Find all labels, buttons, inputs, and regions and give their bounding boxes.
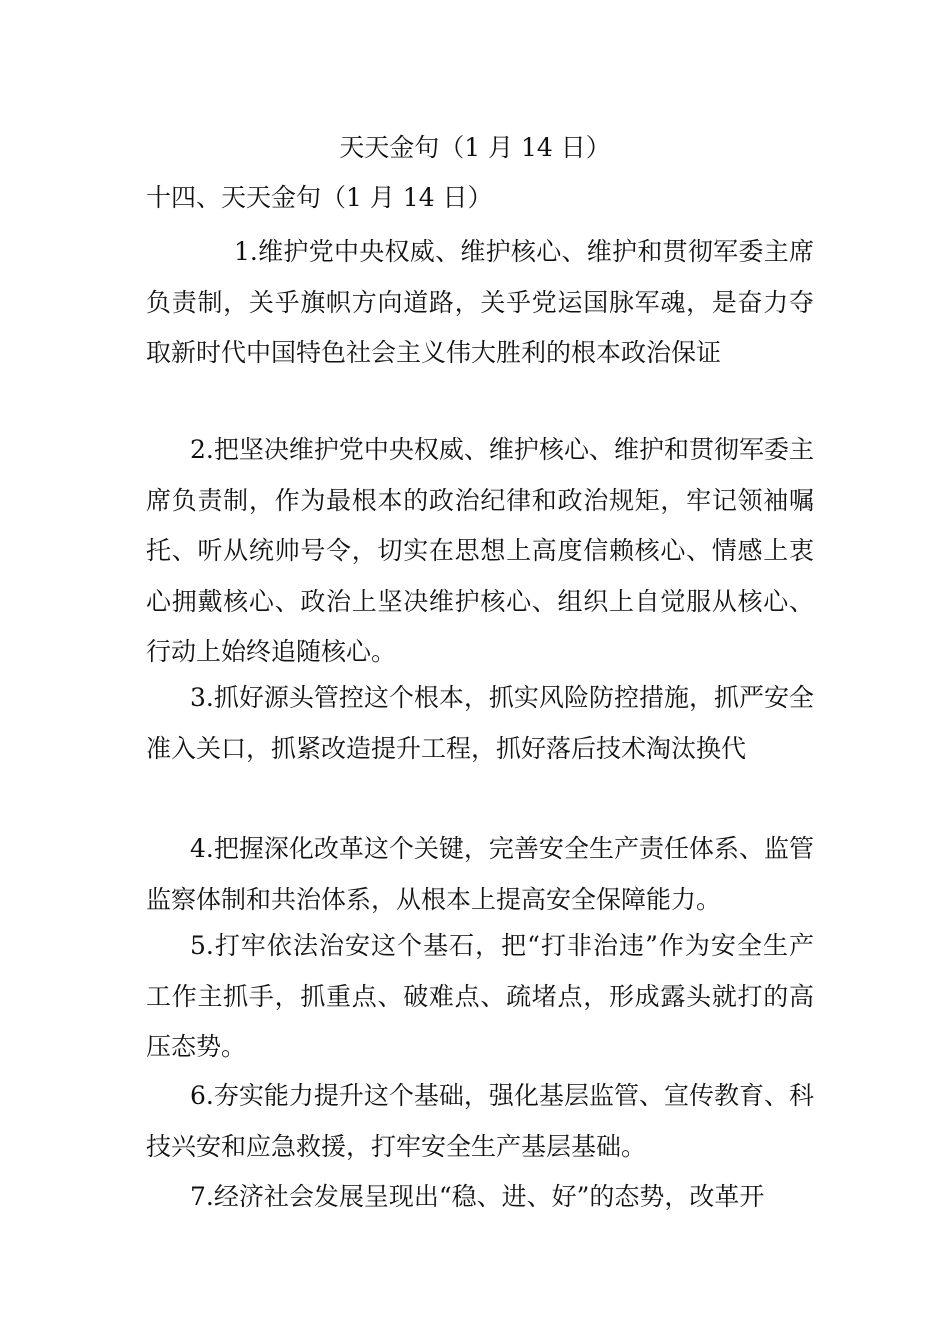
paragraph-1: 1.维护党中央权威、维护核心、维护和贯彻军委主席负责制，关乎旗帜方向道路，关乎党运国脉军魂，是奋力夺取新时代中国特色社会主义伟大胜利的根本政治保证 [146,237,814,367]
paragraph-3: 3.抓好源头管控这个根本，抓实风险防控措施，抓严安全准入关口，抓紧改造提升工程，抓好落后技术淘汰换代 [146,683,814,763]
paragraph-6: 6.夯实能力提升这个基础，强化基层监管、宣传教育、科技兴安和应急救援，打牢安全生产基层基础。 [146,1081,814,1161]
paragraph-7: 7.经济社会发展呈现出“稳、进、好”的态势，改革开 [190,1182,765,1211]
paragraph-2: 2.把坚决维护党中央权威、维护核心、维护和贯彻军委主席负责制，作为最根本的政治纪律和政治规矩，牢记领袖嘱托、听从统帅号令，切实在思想上高度信赖核心、情感上衷心拥戴核心、政治上坚决维护核心、组织上自觉服从核心、行动上始终追随核心。 [146,435,814,666]
section-heading: 十四、天天金句（1 月 14 日） [146,183,493,212]
paragraph-5: 5.打牢依法治安这个基石，把“打非治违”作为安全生产工作主抓手，抓重点、破难点、疏堵点，形成露头就打的高压态势。 [146,931,814,1061]
document-title: 天天金句（1 月 14 日） [339,133,611,162]
paragraph-4: 4.把握深化改革这个关键，完善安全生产责任体系、监管监察体制和共治体系，从根本上提高安全保障能力。 [146,834,814,914]
